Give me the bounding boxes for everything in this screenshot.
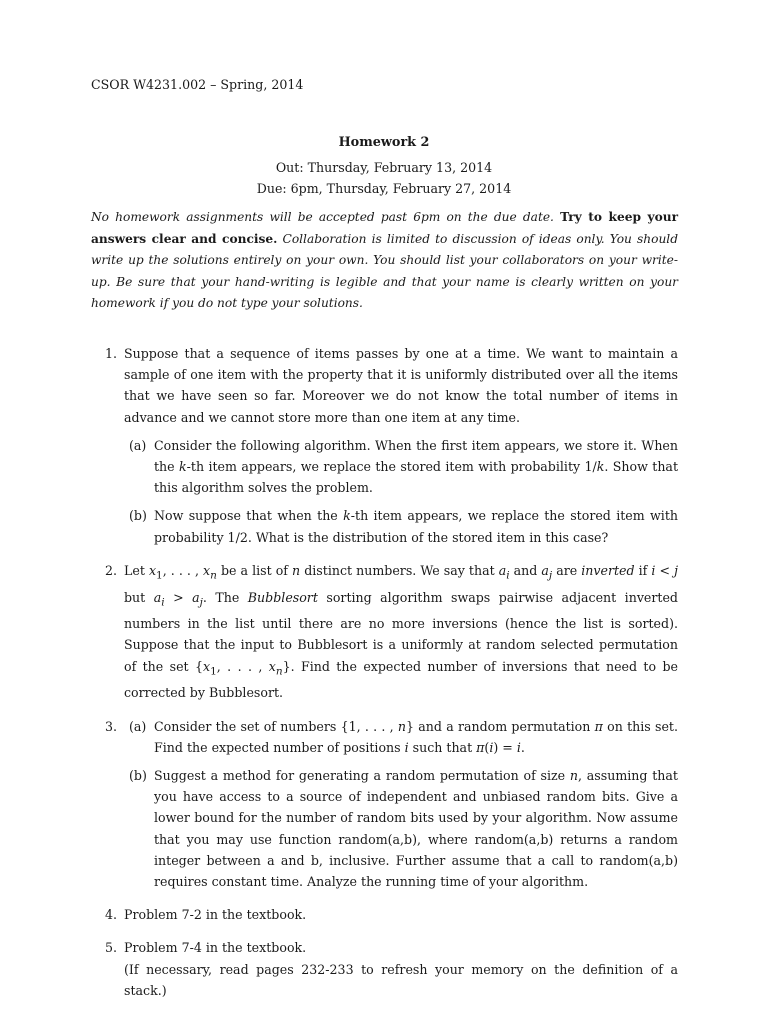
text: Consider the following algorithm. When the first item appears, we store it. When the bbox=[154, 437, 678, 475]
text: if bbox=[634, 562, 652, 578]
text: Let bbox=[124, 562, 149, 578]
text: . The bbox=[202, 589, 248, 605]
course-line: CSOR W4231.002 – Spring, 2014 bbox=[91, 77, 304, 92]
text: , . . . , bbox=[216, 658, 269, 674]
math-k: k bbox=[343, 508, 351, 524]
text: -th item appears, we replace the stored item with probability 1/2. What is the distribution of the stored item in this case? bbox=[154, 508, 678, 545]
text: ( bbox=[484, 739, 490, 755]
text: but bbox=[124, 589, 154, 605]
problem-4 bbox=[91, 904, 678, 925]
notice-late-policy: No homework assignments will be accepted past 6pm on the due date. bbox=[91, 210, 554, 224]
text: sorting algorithm swaps pairwise adjacent inverted numbers in the list until there are no more inversions (hence the list is sorted). Suppose that the input to Bubblesort is a uniformly at random selected permutation of the set { bbox=[124, 589, 678, 674]
math: n bbox=[569, 768, 579, 783]
notice-bold: Try to keep your answers clear and concise. bbox=[91, 210, 679, 246]
problem-1 bbox=[91, 343, 678, 548]
text: . Show that this algorithm solves the problem. bbox=[154, 459, 679, 496]
instructions-notice bbox=[91, 207, 678, 315]
text: distinct numbers. We say that bbox=[300, 562, 499, 578]
problem-1a bbox=[124, 435, 678, 499]
subpart-label: (a) bbox=[129, 437, 147, 453]
problem-number: 4. bbox=[105, 907, 118, 923]
text: > bbox=[164, 589, 193, 605]
problem-number: 5. bbox=[105, 940, 118, 956]
problem-1b bbox=[124, 505, 678, 547]
text: Now suppose that when the bbox=[154, 508, 344, 524]
math-sub: 1 bbox=[210, 665, 217, 678]
subpart-label: (b) bbox=[129, 508, 147, 524]
problem-2 bbox=[91, 560, 678, 704]
text: Suggest a method for generating a random permutation of size bbox=[154, 768, 570, 783]
text: Consider the set of numbers {1, . . . , bbox=[154, 718, 398, 734]
problem-5-note: (If necessary, read pages 232-233 to refresh your memory on the definition of a stack.) bbox=[124, 961, 678, 998]
math: i bbox=[489, 739, 494, 755]
math: x bbox=[148, 562, 157, 578]
emph-bubblesort: Bubblesort bbox=[247, 589, 318, 605]
homework-header bbox=[0, 132, 768, 200]
problem-list bbox=[91, 343, 678, 1001]
math: i bbox=[404, 739, 409, 755]
math: x bbox=[203, 562, 211, 578]
math-sub: i bbox=[161, 596, 165, 609]
text: . bbox=[520, 739, 525, 755]
out-date: Out: Thursday, February 13, 2014 bbox=[275, 160, 493, 176]
math-sub: j bbox=[548, 569, 553, 582]
text: and bbox=[509, 562, 542, 578]
math: x bbox=[268, 658, 276, 674]
text: , assuming that you have access to a source of independent and unbiased random bits. Give a lower bound for the number of random bits used by your algorithm. Now assume that you may use function random(a,b), where random(a,b) returns a random integer between a and b, inclusive. Further assume that a call to random(a,b) requires constant time. Analyze the running time of your algorithm. bbox=[154, 768, 678, 890]
math: n bbox=[397, 718, 407, 734]
math: π bbox=[594, 718, 603, 734]
text: -th item appears, we replace the stored item with probability 1/ bbox=[186, 459, 597, 475]
math-k: k bbox=[596, 459, 605, 475]
problem-5-text: Problem 7-4 in the textbook. bbox=[124, 940, 307, 956]
homework-title: Homework 2 bbox=[338, 135, 430, 150]
math: a bbox=[498, 562, 507, 578]
problem-1-text: Suppose that a sequence of items passes by one at a time. We want to maintain a sample of one item with the property that it is uniformly distributed over all the items that we have seen so far. Moreover we do not know the total number of items in advance and we cannot store more than one item at any time. bbox=[124, 346, 678, 425]
problem-3a bbox=[124, 716, 678, 758]
notice-collaboration: Collaboration is limited to discussion of ideas only. You should write up the solutions entirely on your own. You should list your collaborators on your write-up. Be sure that your hand-writing is legible and that your name is clearly written on your homework if you do not type your solutions. bbox=[91, 231, 679, 311]
math: x bbox=[203, 658, 211, 674]
math: a bbox=[541, 562, 549, 578]
math: a bbox=[192, 589, 200, 605]
text: } and a random permutation bbox=[406, 718, 595, 734]
subpart-label: (b) bbox=[129, 768, 147, 783]
problem-4-text: Problem 7-2 in the textbook. bbox=[124, 907, 307, 923]
math-sub: n bbox=[210, 569, 217, 582]
subpart-label: (a) bbox=[129, 718, 147, 734]
problem-number: 1. bbox=[105, 346, 118, 361]
text: }. Find the expected number of inversions that need to be corrected by Bubblesort. bbox=[124, 658, 678, 701]
math: n bbox=[292, 562, 301, 578]
math-sub: j bbox=[199, 596, 203, 609]
math-k: k bbox=[179, 459, 187, 475]
text: be a list of bbox=[216, 562, 293, 578]
math: i bbox=[516, 739, 521, 755]
problem-number: 3. bbox=[105, 718, 118, 734]
text: are bbox=[552, 562, 582, 578]
math-sub: n bbox=[275, 665, 283, 678]
text: ) = bbox=[493, 739, 517, 755]
math-sub: 1 bbox=[156, 569, 163, 582]
problem-number: 2. bbox=[105, 562, 118, 578]
text: such that bbox=[408, 739, 477, 755]
math: π bbox=[476, 739, 485, 755]
math-sub: i bbox=[506, 569, 510, 582]
text: , . . . , bbox=[162, 562, 204, 578]
emph-inverted: inverted bbox=[581, 562, 635, 578]
math: i < j bbox=[651, 562, 678, 578]
problem-3 bbox=[91, 716, 678, 893]
text: on this set. Find the expected number of positions bbox=[154, 718, 678, 755]
due-date: Due: 6pm, Thursday, February 27, 2014 bbox=[256, 181, 512, 197]
math: a bbox=[153, 589, 162, 605]
problem-5 bbox=[91, 937, 678, 1001]
problem-3b bbox=[124, 765, 678, 892]
